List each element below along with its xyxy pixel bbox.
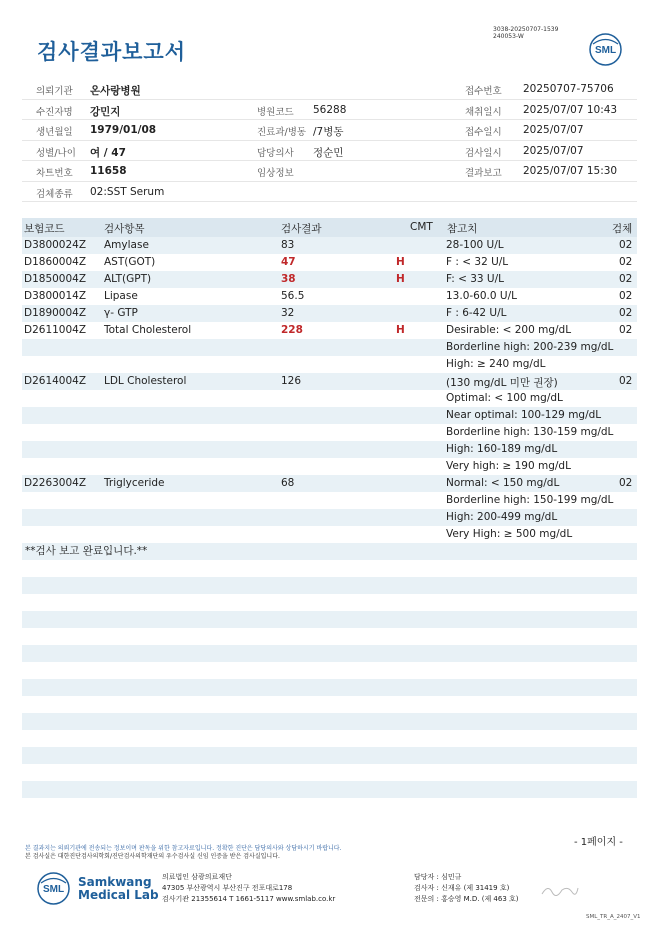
cell-result: 47 (281, 256, 296, 268)
chart-value: 11658 (90, 165, 127, 177)
cell-result: 32 (281, 307, 295, 319)
cell-item: Triglyceride (104, 477, 165, 489)
page-number: - 1페이지 - (574, 837, 623, 848)
cell-ref: Very High: ≥ 500 mg/dL (446, 528, 573, 540)
table-row (22, 526, 637, 543)
header-code: 보험코드 (24, 223, 65, 235)
cell-ref: 28-100 U/L (446, 239, 504, 251)
end-note: **검사 보고 완료입니다.** (25, 545, 148, 557)
footer-address: 47305 부산광역시 부산진구 전포대로178 (162, 884, 293, 892)
form-code: SML_TR_A_2407_V1 (586, 914, 641, 920)
empty-row (22, 560, 637, 577)
table-row (22, 492, 637, 509)
cell-ref: Desirable: < 200 mg/dL (446, 324, 572, 336)
cell-ref: Optimal: < 100 mg/dL (446, 392, 563, 404)
received-value: 2025/07/07 (523, 124, 584, 136)
empty-row (22, 713, 637, 730)
info-row-6 (22, 182, 637, 203)
info-row-4 (22, 141, 637, 162)
document-id (493, 26, 558, 40)
cell-ref: 13.0-60.0 U/L (446, 290, 517, 302)
footer-logo-text: SML (42, 884, 65, 895)
chart-label: 차트번호 (36, 168, 73, 179)
collected-label: 채취일시 (465, 106, 502, 118)
hospital-code-label: 병원코드 (257, 106, 294, 118)
table-body (22, 237, 637, 543)
header-specimen: 검체 (612, 223, 633, 235)
footer-sml-logo (37, 872, 70, 905)
cell-item: γ- GTP (104, 307, 138, 319)
cell-specimen: 02 (619, 273, 633, 285)
specimen-type-label: 검체종류 (36, 188, 73, 200)
info-row-1 (22, 79, 637, 100)
sml-logo-text: SML (594, 45, 617, 56)
footer-org: 의료법인 삼광의료재단 (162, 873, 232, 881)
empty-row (22, 798, 637, 815)
cell-flag: H (396, 273, 405, 285)
cell-ref: Normal: < 150 mg/dL (446, 477, 560, 489)
birth-label: 생년월일 (36, 127, 73, 138)
table-row (22, 390, 637, 407)
empty-row (22, 611, 637, 628)
specimen-type-value: 02:SST Serum (90, 185, 165, 198)
disclaimer-2: 본 검사실은 대한진단검사의학회/진단검사의학재단의 우수검사실 신임 인증을 받은 검사실입니다. (25, 853, 280, 860)
cell-specimen: 02 (619, 477, 633, 489)
signature-image (540, 882, 580, 898)
cell-code: D1860004Z (24, 256, 87, 268)
tested-value: 2025/07/07 (523, 144, 584, 157)
reported-label: 결과보고 (465, 168, 502, 179)
patient-info (22, 79, 637, 202)
cell-result: 83 (281, 239, 295, 251)
clinical-label: 임상정보 (257, 168, 294, 179)
empty-row (22, 696, 637, 713)
header-cmt: CMT (410, 221, 433, 233)
received-label: 접수일시 (465, 127, 502, 138)
table-row (22, 288, 637, 305)
cell-flag: H (396, 324, 405, 336)
cell-ref: Borderline high: 130-159 mg/dL (446, 426, 614, 438)
table-row (22, 509, 637, 526)
cell-specimen: 02 (619, 324, 633, 336)
cell-result: 56.5 (281, 290, 305, 302)
document-id-line1: 3038-20250707-1539 (493, 26, 559, 33)
cell-ref: F: < 33 U/L (446, 273, 505, 285)
birth-value: 1979/01/08 (90, 124, 157, 136)
results-table (22, 218, 637, 543)
table-row (22, 373, 637, 390)
cell-ref: (130 mg/dL 미만 권장) (446, 377, 558, 389)
patient-value: 강민지 (90, 105, 121, 118)
cell-ref: Borderline high: 200-239 mg/dL (446, 341, 614, 353)
doctor-label: 담당의사 (257, 147, 294, 159)
receipt-no-value: 20250707-75706 (523, 83, 614, 95)
table-row (22, 322, 637, 339)
table-header (22, 218, 637, 237)
header-ref: 참고치 (447, 223, 478, 235)
cell-code: D2611004Z (24, 324, 87, 336)
dept-value: /7병동 (313, 126, 344, 138)
cell-ref: F : 6-42 U/L (446, 307, 507, 319)
cell-item: Total Cholesterol (104, 324, 192, 336)
table-row (22, 441, 637, 458)
cell-code: D3800024Z (24, 239, 87, 251)
hospital-code-value: 56288 (313, 103, 347, 116)
cell-ref: High: 160-189 mg/dL (446, 443, 558, 455)
table-row (22, 458, 637, 475)
cell-flag: H (396, 256, 405, 268)
empty-row (22, 577, 637, 594)
table-row (22, 424, 637, 441)
header-item: 검사항목 (104, 223, 145, 235)
info-row-5 (22, 161, 637, 182)
footer-org-info (162, 872, 335, 905)
info-row-2 (22, 100, 637, 121)
cell-result: 38 (281, 273, 296, 285)
table-row (22, 407, 637, 424)
header-result: 검사결과 (281, 223, 322, 235)
document-id-line2: 240053-W (493, 33, 524, 40)
footer-brand (78, 876, 159, 902)
sex-age-label: 성별/나이 (36, 147, 76, 159)
footer-specialist: 전문의 : 홍승영 M.D. (제 463 호) (414, 895, 519, 903)
table-row (22, 254, 637, 271)
cell-item: Amylase (104, 239, 149, 251)
cell-ref: Very high: ≥ 190 mg/dL (446, 460, 571, 472)
table-row (22, 237, 637, 254)
sml-logo (589, 33, 622, 66)
receipt-no-label: 접수번호 (465, 86, 502, 97)
sex-age-value: 여 / 47 (90, 146, 126, 159)
table-row (22, 475, 637, 492)
table-row (22, 271, 637, 288)
cell-specimen: 02 (619, 290, 633, 302)
empty-row (22, 628, 637, 645)
cell-specimen: 02 (619, 256, 633, 268)
footer-staff-info (414, 872, 519, 905)
footer-brand-line2: Medical Lab (78, 888, 159, 902)
cell-ref: Borderline high: 150-199 mg/dL (446, 494, 614, 506)
cell-result: 126 (281, 375, 302, 387)
cell-ref: Near optimal: 100-129 mg/dL (446, 409, 602, 421)
doctor-value: 정순민 (313, 146, 344, 159)
dept-label: 진료과/병동 (257, 127, 307, 138)
tested-label: 검사일시 (465, 147, 502, 159)
empty-row (22, 679, 637, 696)
cell-result: 68 (281, 477, 295, 489)
empty-row (22, 645, 637, 662)
cell-specimen: 02 (619, 307, 633, 319)
footer-manager: 담당자 : 심민규 (414, 873, 462, 881)
table-row (22, 356, 637, 373)
cell-item: LDL Cholesterol (104, 375, 187, 387)
disclaimer-1: 본 결과지는 의뢰기관에 전송되는 정보이며 판독을 위한 참고자료입니다. 정확한 진단은 담당의사와 상담하시기 바랍니다. (25, 845, 342, 852)
cell-code: D3800014Z (24, 290, 87, 302)
cell-specimen: 02 (619, 239, 633, 251)
table-row (22, 339, 637, 356)
cell-code: D1850004Z (24, 273, 87, 285)
cell-ref: High: ≥ 240 mg/dL (446, 358, 546, 370)
empty-row (22, 781, 637, 798)
empty-row (22, 747, 637, 764)
collected-value: 2025/07/07 10:43 (523, 103, 618, 116)
empty-row (22, 764, 637, 781)
empty-row (22, 730, 637, 747)
cell-result: 228 (281, 324, 303, 336)
cell-code: D2614004Z (24, 375, 87, 387)
empty-row (22, 662, 637, 679)
cell-ref: High: 200-499 mg/dL (446, 511, 558, 523)
footer-brand-line1: Samkwang (78, 875, 152, 889)
requester-value: 온사랑병원 (90, 85, 141, 97)
requester-label: 의뢰기관 (36, 86, 73, 97)
footer-contact: 검사기관 21355614 T 1661-5117 www.smlab.co.kr (162, 895, 336, 903)
cell-item: ALT(GPT) (104, 273, 152, 285)
cell-item: AST(GOT) (104, 256, 156, 268)
footer-examiner: 검사자 : 신재유 (제 31419 호) (414, 884, 510, 892)
empty-row (22, 594, 637, 611)
cell-code: D2263004Z (24, 477, 87, 489)
cell-specimen: 02 (619, 375, 633, 387)
cell-item: Lipase (104, 290, 138, 302)
reported-value: 2025/07/07 15:30 (523, 165, 618, 177)
cell-ref: F : < 32 U/L (446, 256, 509, 268)
report-title: 검사결과보고서 (37, 40, 187, 64)
cell-code: D1890004Z (24, 307, 87, 319)
info-row-3 (22, 120, 637, 141)
table-row (22, 305, 637, 322)
patient-label: 수진자명 (36, 106, 73, 118)
